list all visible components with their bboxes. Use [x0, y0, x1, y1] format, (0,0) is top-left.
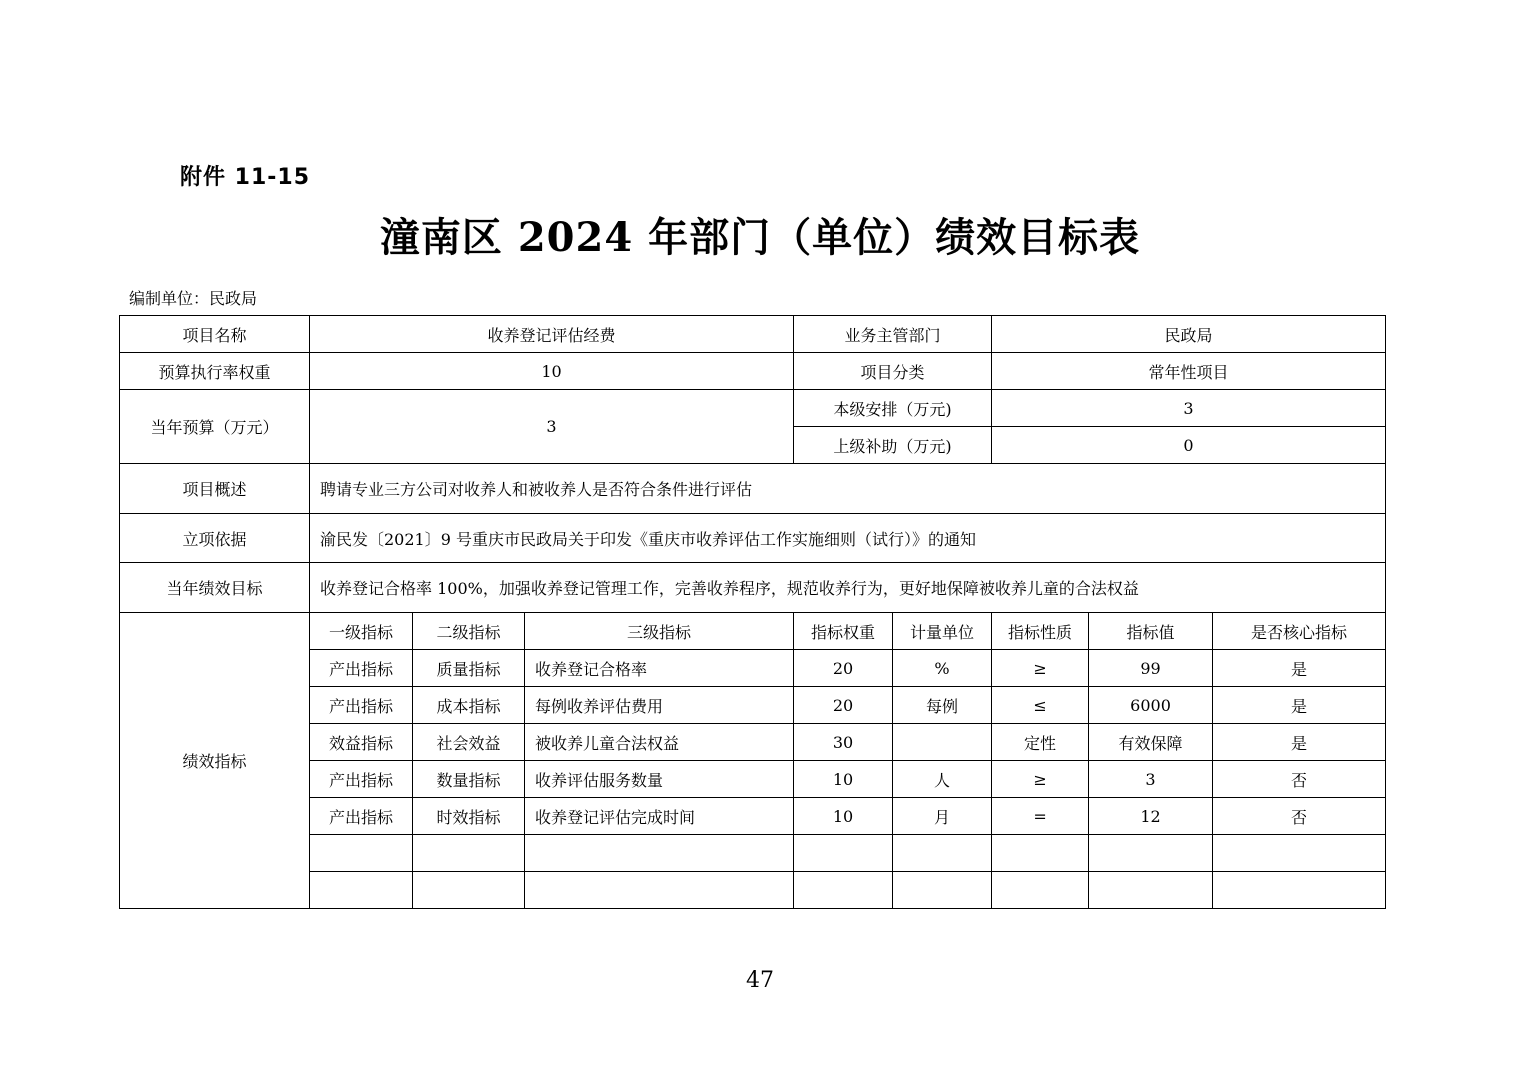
table-cell: ≤ [992, 687, 1089, 724]
header-cell: 一级指标 [310, 613, 413, 650]
table-cell: ≥ [992, 650, 1089, 687]
table-cell [1089, 872, 1213, 909]
table-cell: 月 [893, 798, 992, 835]
header-cell: 计量单位 [893, 613, 992, 650]
table-cell [310, 835, 413, 872]
table-cell: 12 [1089, 798, 1213, 835]
table-cell: 是 [1213, 724, 1386, 761]
table-cell: 否 [1213, 761, 1386, 798]
table-row [120, 650, 1386, 687]
header-cell: 指标性质 [992, 613, 1089, 650]
header-cell: 是否核心指标 [1213, 613, 1386, 650]
table-cell: 被收养儿童合法权益 [525, 724, 794, 761]
table-cell [1213, 872, 1386, 909]
table-cell: 每例收养评估费用 [525, 687, 794, 724]
header-cell: 二级指标 [413, 613, 525, 650]
table-cell: 是 [1213, 687, 1386, 724]
table-cell [794, 872, 893, 909]
table-cell: 数量指标 [413, 761, 525, 798]
table-row [120, 835, 1386, 872]
table-row [120, 798, 1386, 835]
table-cell: ≥ [992, 761, 1089, 798]
project-name-value: 收养登记评估经费 [310, 316, 794, 353]
table-cell [893, 724, 992, 761]
performance-table [119, 315, 1386, 909]
compiling-unit: 编制单位：民政局 [129, 289, 258, 308]
local-value: 3 [992, 390, 1386, 427]
table-cell [794, 835, 893, 872]
table-cell [1089, 835, 1213, 872]
page-title: 潼南区 2024 年部门（单位）绩效目标表 [379, 214, 1141, 261]
table-row [120, 761, 1386, 798]
table-cell: 有效保障 [1089, 724, 1213, 761]
table-cell: 20 [794, 650, 893, 687]
header-cell: 指标值 [1089, 613, 1213, 650]
project-name-label: 项目名称 [120, 316, 310, 353]
basis-label: 立项依据 [120, 514, 310, 563]
table-cell: 每例 [893, 687, 992, 724]
weight-value: 10 [310, 353, 794, 390]
overview-value: 聘请专业三方公司对收养人和被收养人是否符合条件进行评估 [310, 464, 1386, 514]
basis-value: 渝民发〔2021〕9 号重庆市民政局关于印发《重庆市收养评估工作实施细则（试行）》的通知 [310, 514, 1386, 563]
table-cell: 10 [794, 761, 893, 798]
table-cell: 产出指标 [310, 687, 413, 724]
table-cell: 质量指标 [413, 650, 525, 687]
attachment-label: 附件 11-15 [180, 165, 311, 190]
header-cell: 三级指标 [525, 613, 794, 650]
table-cell: % [893, 650, 992, 687]
indicators-label: 绩效指标 [120, 613, 310, 909]
table-cell [310, 872, 413, 909]
upper-label: 上级补助（万元) [794, 427, 992, 464]
table-cell: 6000 [1089, 687, 1213, 724]
category-value: 常年性项目 [992, 353, 1386, 390]
dept-value: 民政局 [992, 316, 1386, 353]
table-cell: 收养评估服务数量 [525, 761, 794, 798]
table-cell [1213, 835, 1386, 872]
table-cell: = [992, 798, 1089, 835]
goal-label: 当年绩效目标 [120, 563, 310, 613]
table-row [120, 724, 1386, 761]
weight-label: 预算执行率权重 [120, 353, 310, 390]
table-cell: 时效指标 [413, 798, 525, 835]
table-cell [525, 872, 794, 909]
table-cell [413, 872, 525, 909]
table-cell: 是 [1213, 650, 1386, 687]
page-number: 47 [746, 968, 774, 993]
budget-label: 当年预算（万元） [120, 390, 310, 464]
category-label: 项目分类 [794, 353, 992, 390]
upper-value: 0 [992, 427, 1386, 464]
table-cell: 99 [1089, 650, 1213, 687]
table-cell: 人 [893, 761, 992, 798]
table-cell: 收养登记合格率 [525, 650, 794, 687]
table-cell: 产出指标 [310, 650, 413, 687]
table-row [120, 687, 1386, 724]
overview-label: 项目概述 [120, 464, 310, 514]
table-cell: 收养登记评估完成时间 [525, 798, 794, 835]
header-cell: 指标权重 [794, 613, 893, 650]
table-cell: 效益指标 [310, 724, 413, 761]
table-cell [413, 835, 525, 872]
table-cell: 否 [1213, 798, 1386, 835]
dept-label: 业务主管部门 [794, 316, 992, 353]
table-cell: 产出指标 [310, 761, 413, 798]
table-cell [893, 835, 992, 872]
table-cell: 成本指标 [413, 687, 525, 724]
table-cell [992, 872, 1089, 909]
table-row [120, 872, 1386, 909]
table-cell: 30 [794, 724, 893, 761]
table-cell: 社会效益 [413, 724, 525, 761]
table-cell [992, 835, 1089, 872]
table-cell: 10 [794, 798, 893, 835]
local-label: 本级安排（万元) [794, 390, 992, 427]
table-cell [525, 835, 794, 872]
table-cell: 20 [794, 687, 893, 724]
table-cell [893, 872, 992, 909]
table-cell: 3 [1089, 761, 1213, 798]
table-cell: 定性 [992, 724, 1089, 761]
goal-value: 收养登记合格率 100%，加强收养登记管理工作，完善收养程序，规范收养行为，更好地保障被收养儿童的合法权益 [310, 563, 1386, 613]
table-cell: 产出指标 [310, 798, 413, 835]
budget-value: 3 [310, 390, 794, 464]
